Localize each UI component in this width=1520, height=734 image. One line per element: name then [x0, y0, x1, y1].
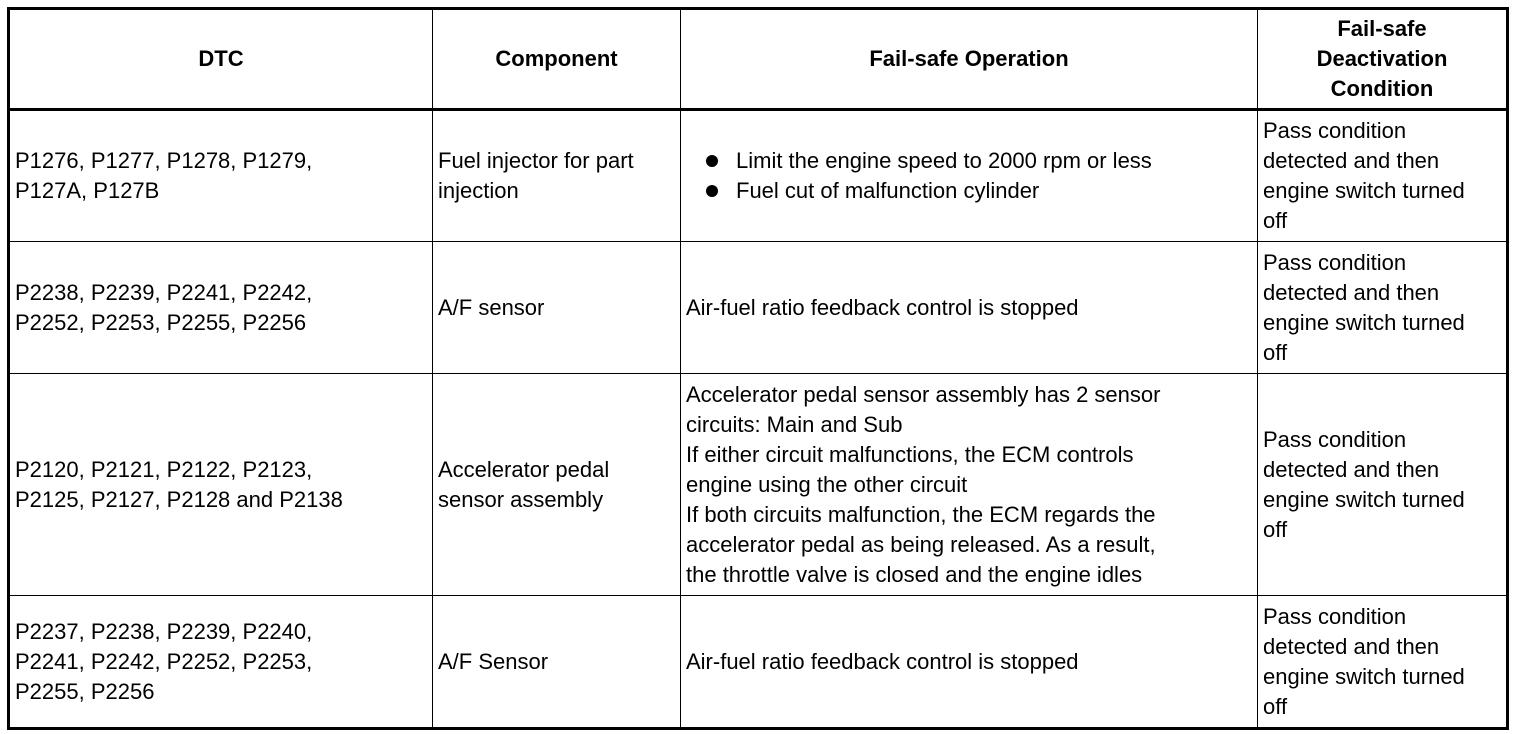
deactivation-line: off — [1263, 516, 1288, 542]
dtc-line: P2237, P2238, P2239, P2240, — [15, 618, 313, 644]
header-dtc: DTC — [9, 9, 433, 110]
operation-cell — [681, 110, 1258, 242]
dtc-cell — [9, 242, 433, 374]
deactivation-cell — [1258, 242, 1508, 374]
deactivation-line: engine switch turned — [1263, 309, 1465, 335]
component-line: sensor assembly — [438, 486, 604, 512]
operation-line: circuits: Main and Sub — [686, 411, 903, 437]
operation-cell — [681, 596, 1258, 729]
deactivation-line: engine switch turned — [1263, 663, 1465, 689]
operation-cell — [681, 374, 1258, 596]
header-deactivation — [1258, 9, 1508, 110]
header-row — [9, 9, 1508, 110]
component-cell — [433, 596, 681, 729]
operation-line: If either circuit malfunctions, the ECM controls — [686, 441, 1134, 467]
operation-line: Accelerator pedal sensor assembly has 2 sensor — [686, 381, 1161, 407]
bullet-dot-icon — [706, 185, 718, 197]
deactivation-line: off — [1263, 339, 1288, 365]
deactivation-line: Pass condition — [1263, 603, 1407, 629]
component-line: A/F sensor — [438, 294, 545, 320]
deactivation-cell — [1258, 110, 1508, 242]
operation-line: Air-fuel ratio feedback control is stopped — [686, 648, 1079, 674]
operation-line: the throttle valve is closed and the engine idles — [686, 561, 1143, 587]
deactivation-line: Pass condition — [1263, 118, 1407, 143]
header-operation: Fail-safe Operation — [681, 9, 1258, 110]
bullet-dot-icon — [706, 155, 718, 167]
deactivation-line: off — [1263, 693, 1288, 719]
dtc-line: P2255, P2256 — [15, 678, 155, 704]
dtc-line: P2252, P2253, P2255, P2256 — [15, 309, 307, 335]
component-line: Accelerator pedal — [438, 456, 610, 482]
header-component: Component — [433, 9, 681, 110]
header-deactivation-line: Condition — [1330, 76, 1434, 101]
dtc-cell — [9, 374, 433, 596]
table-row — [9, 242, 1508, 374]
deactivation-line: detected and then — [1263, 279, 1440, 305]
operation-bullet — [706, 146, 1252, 176]
operation-bullet-text: Fuel cut of malfunction cylinder — [736, 178, 1040, 203]
table-row — [9, 374, 1508, 596]
deactivation-line: engine switch turned — [1263, 486, 1465, 512]
table-row — [9, 596, 1508, 729]
deactivation-line: detected and then — [1263, 633, 1440, 659]
dtc-cell — [9, 596, 433, 729]
component-cell — [433, 242, 681, 374]
deactivation-line: engine switch turned — [1263, 178, 1465, 203]
operation-line: Air-fuel ratio feedback control is stopped — [686, 294, 1079, 320]
deactivation-line: Pass condition — [1263, 426, 1407, 452]
table-row — [9, 110, 1508, 242]
dtc-line: P127A, P127B — [15, 178, 160, 203]
component-cell — [433, 110, 681, 242]
deactivation-cell — [1258, 596, 1508, 729]
component-line: Fuel injector for part — [438, 148, 634, 173]
deactivation-line: Pass condition — [1263, 249, 1407, 275]
operation-line: engine using the other circuit — [686, 471, 968, 497]
operation-line: accelerator pedal as being released. As a result, — [686, 531, 1156, 557]
dtc-line: P2241, P2242, P2252, P2253, — [15, 648, 313, 674]
dtc-line: P1276, P1277, P1278, P1279, — [15, 148, 313, 173]
operation-bullet-list — [686, 146, 1252, 206]
operation-bullet — [706, 176, 1252, 206]
failsafe-table — [7, 7, 1509, 730]
deactivation-line: detected and then — [1263, 456, 1440, 482]
header-deactivation-line: Deactivation — [1316, 46, 1448, 71]
component-line: injection — [438, 178, 519, 203]
deactivation-cell — [1258, 374, 1508, 596]
component-line: A/F Sensor — [438, 648, 549, 674]
dtc-line: P2238, P2239, P2241, P2242, — [15, 279, 313, 305]
component-cell — [433, 374, 681, 596]
deactivation-line: detected and then — [1263, 148, 1440, 173]
operation-bullet-text: Limit the engine speed to 2000 rpm or less — [736, 148, 1152, 173]
operation-line: If both circuits malfunction, the ECM regards the — [686, 501, 1156, 527]
dtc-line: P2120, P2121, P2122, P2123, — [15, 456, 313, 482]
deactivation-line: off — [1263, 208, 1288, 233]
header-deactivation-line: Fail-safe — [1337, 16, 1427, 41]
operation-cell — [681, 242, 1258, 374]
dtc-line: P2125, P2127, P2128 and P2138 — [15, 486, 343, 512]
dtc-cell — [9, 110, 433, 242]
